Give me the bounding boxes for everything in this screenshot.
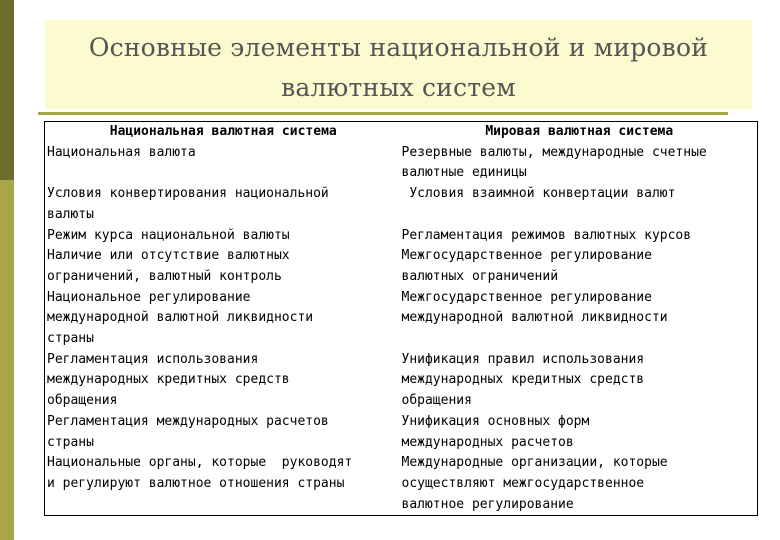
cell-national: Наличие или отсутствие валютных ограничений, валютный контроль: [47, 248, 290, 284]
table-row: [45, 288, 758, 350]
header-national: Национальная валютная система: [109, 124, 337, 139]
cell-world: Межгосударственное регулирование валютных ограничений: [401, 248, 652, 284]
cell-world: Унификация основных форм международных расчетов: [401, 413, 590, 450]
cell-world: Регламентация режимов валютных курсов: [401, 227, 692, 243]
table-row: [45, 143, 758, 184]
table-header-row: [45, 122, 758, 143]
cell-national: Регламентация международных расчетов страны: [47, 413, 329, 450]
left-accent-bar-top: [0, 0, 14, 180]
cell-national: Регламентация использования международных кредитных средств обращения: [47, 351, 290, 409]
cell-national: Национальные органы, которые руководят и регулируют валютное отношения страны: [47, 455, 353, 491]
cell-national: Режим курса национальной валюты: [47, 227, 290, 243]
header-world: Мировая валютная система: [485, 124, 674, 139]
cell-national: Национальное регулирование международной валютной ликвидности страны: [47, 289, 314, 347]
comparison-table: [44, 121, 758, 516]
slide-title-line-1: Основные элементы национальной и мировой: [88, 33, 709, 62]
table-row: [45, 184, 758, 225]
cell-world: Резервные валюты, международные счетные валютные единицы: [401, 144, 707, 181]
table-row: [45, 453, 758, 516]
slide-title-line-2: валютных систем: [281, 73, 516, 102]
title-divider: [38, 112, 728, 115]
cell-national: Национальная валюта: [47, 144, 196, 160]
table-row: [45, 226, 758, 247]
cell-world: Унификация правил использования международных кредитных средств обращения: [401, 351, 645, 409]
slide-title: [45, 28, 752, 108]
cell-national: Условия конвертирования национальной валюты: [47, 186, 329, 222]
table-row: [45, 246, 758, 287]
table-row: [45, 350, 758, 412]
cell-world: Межгосударственное регулирование международной валютной ликвидности: [401, 289, 668, 326]
cell-world: Условия взаимной конвертации валют: [401, 186, 676, 202]
left-accent-bar-bottom: [0, 180, 14, 540]
cell-world: Международные организации, которые осуществляют межгосударственное валютное регулирование: [401, 455, 668, 512]
table-row: [45, 412, 758, 453]
